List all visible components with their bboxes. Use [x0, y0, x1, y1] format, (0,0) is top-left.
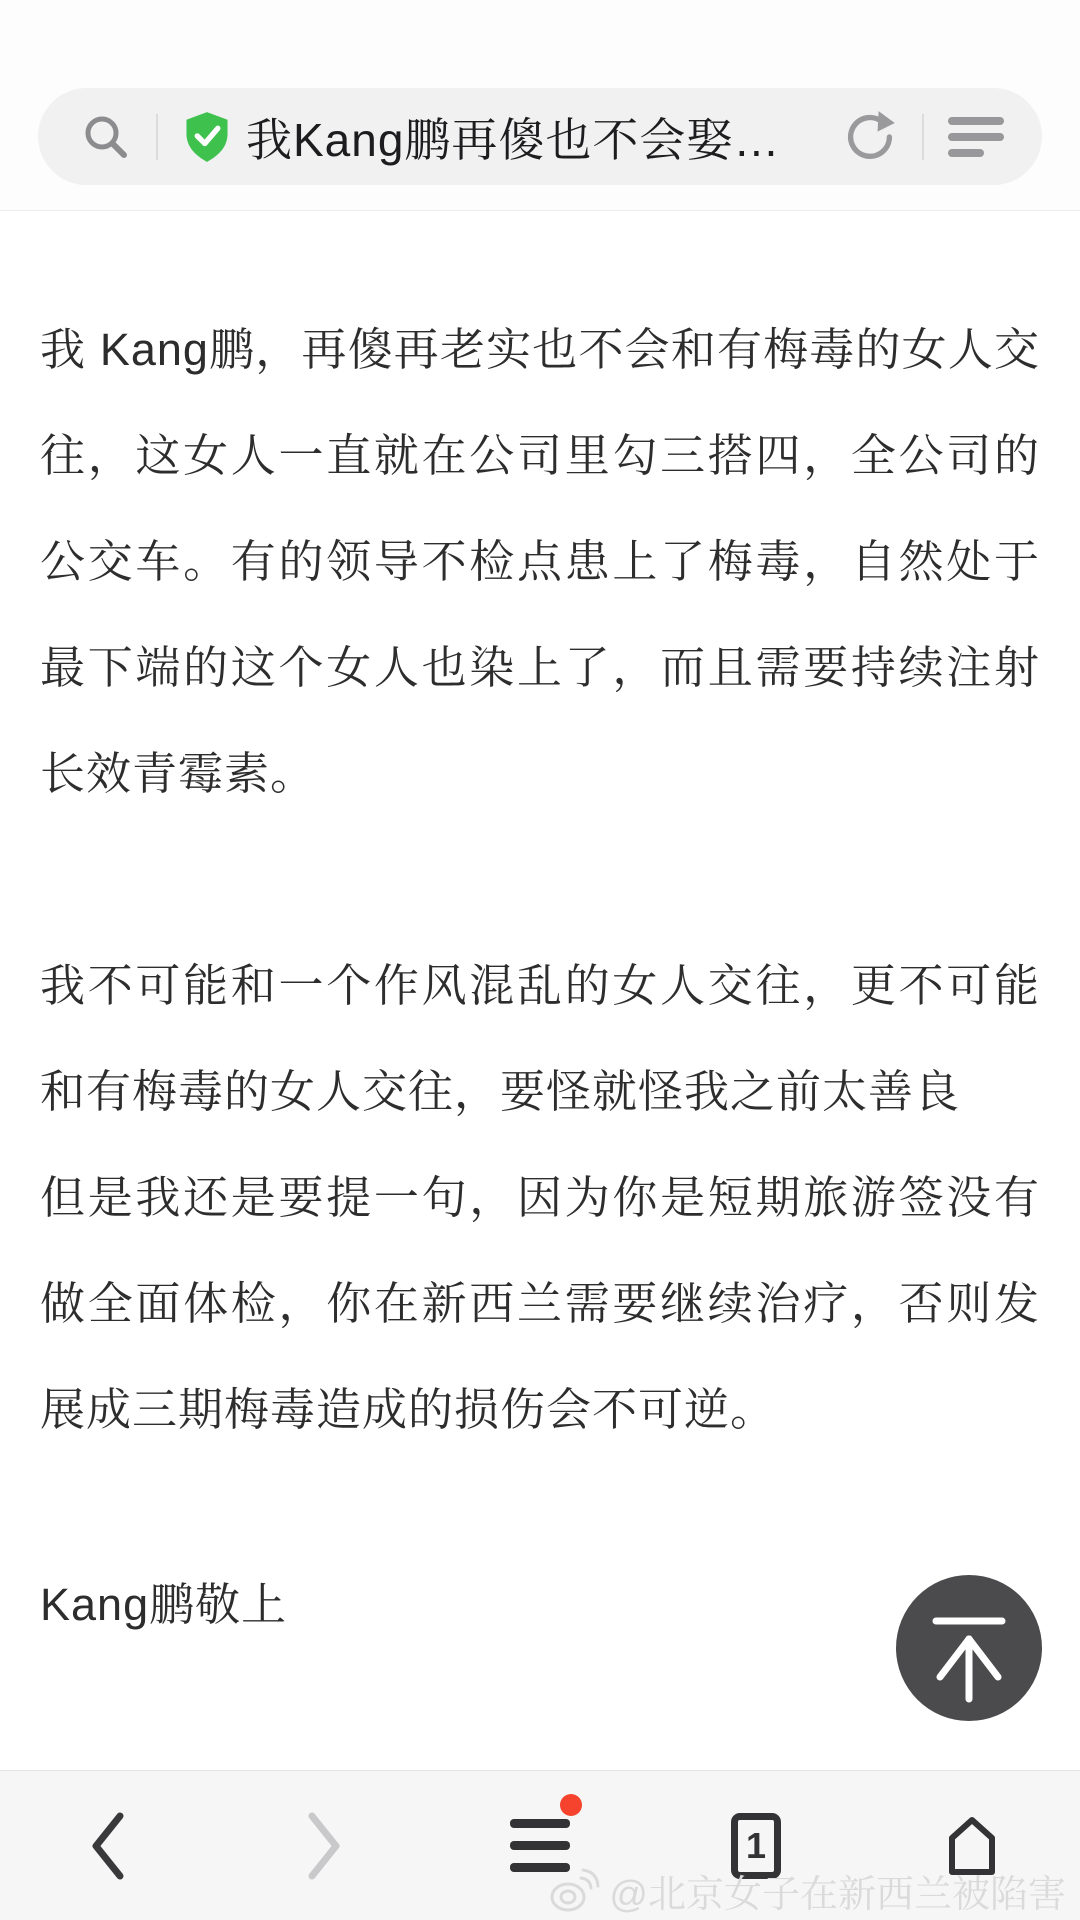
address-divider	[922, 114, 924, 160]
home-button[interactable]	[912, 1786, 1032, 1906]
notification-badge	[560, 1794, 582, 1816]
home-icon	[944, 1814, 1000, 1878]
address-bar[interactable]	[38, 88, 1042, 185]
tab-count-label: 1	[745, 1824, 767, 1866]
body-paragraph: 但是我还是要提一句，因为你是短期旅游签没有做全面体检，你在新西兰需要继续治疗，否则发展成三期梅毒造成的损伤会不可逆。	[40, 1172, 1040, 1435]
signature-line: Kang鹏敬上	[40, 1579, 288, 1630]
menu-icon	[510, 1819, 570, 1872]
forward-icon	[300, 1808, 348, 1884]
back-button[interactable]	[48, 1786, 168, 1906]
refresh-button[interactable]	[842, 109, 898, 165]
browser-header	[0, 0, 1080, 211]
body-paragraph: 我不可能和一个作风混乱的女人交往，更不可能和有梅毒的女人交往，要怪就怪我之前太善良	[40, 960, 1040, 1117]
address-divider	[156, 114, 158, 160]
search-icon[interactable]	[80, 111, 132, 163]
reader-menu-button[interactable]	[948, 113, 1006, 161]
page-title[interactable]: 我Kang鹏再傻也不会娶…	[246, 113, 781, 166]
page-content	[0, 211, 1080, 1770]
menu-button[interactable]	[480, 1786, 600, 1906]
arrow-up-to-line-icon	[896, 1575, 1042, 1721]
forward-button[interactable]	[264, 1786, 384, 1906]
watermark-text: @北京女子在新西兰被陷害	[609, 1873, 1066, 1916]
body-paragraph: 我 Kang鹏，再傻再老实也不会和有梅毒的女人交往，这女人一直就在公司里勾三搭四，全公司的公交车。有的领导不检点患上了梅毒，自然处于最下端的这个女人也染上了，而且需要持续注射长效青霉素。	[40, 324, 1040, 799]
back-icon	[84, 1808, 132, 1884]
security-shield-icon	[182, 110, 232, 164]
back-to-top-button[interactable]	[896, 1575, 1042, 1721]
tabs-icon	[731, 1813, 781, 1879]
tabs-button[interactable]	[696, 1786, 816, 1906]
bottom-toolbar	[0, 1770, 1080, 1920]
